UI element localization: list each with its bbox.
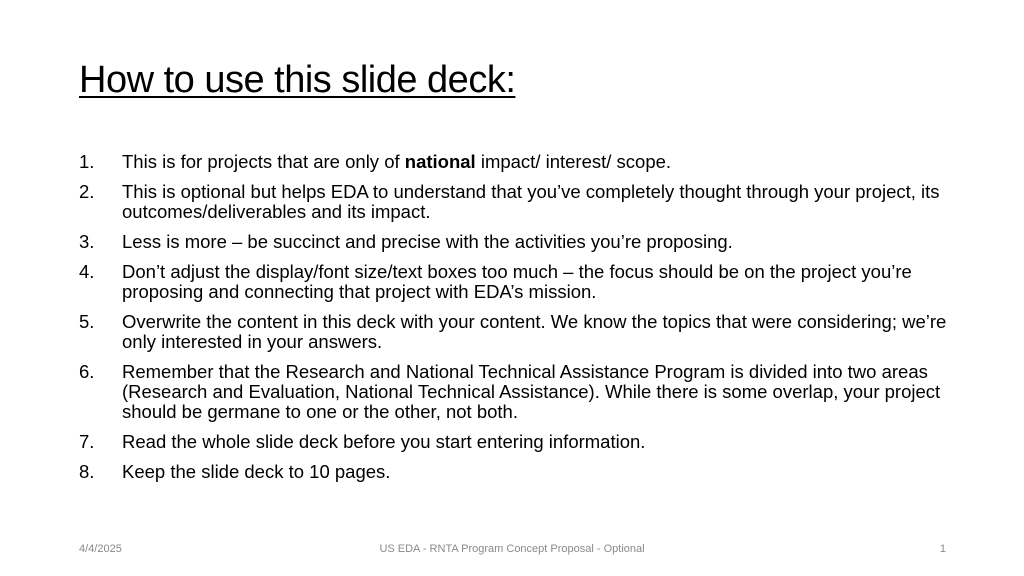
list-item-text: Don’t adjust the display/font size/text boxes too much – the focus should be on the project you’re proposing and connecting that project with EDA’s mission.	[122, 261, 912, 302]
list-item	[79, 182, 949, 222]
list-item-number: 2.	[79, 181, 95, 202]
list-item-number: 3.	[79, 231, 95, 252]
list-item-text: Read the whole slide deck before you start entering information.	[122, 431, 646, 452]
list-item	[79, 152, 949, 172]
list-item-number: 7.	[79, 431, 95, 452]
list-item-number: 5.	[79, 311, 95, 332]
list-item-number: 4.	[79, 261, 95, 282]
list-item	[79, 232, 949, 252]
list-item	[79, 262, 949, 302]
footer-date: 4/4/2025	[79, 543, 122, 555]
list-item	[79, 362, 949, 422]
footer-title: US EDA - RNTA Program Concept Proposal - Optional	[379, 543, 645, 555]
slide-title: How to use this slide deck:	[79, 59, 516, 101]
list-item	[79, 462, 949, 482]
list-item-text: Overwrite the content in this deck with your content. We know the topics that were considering; we’re only interested in your answers.	[122, 311, 947, 352]
list-item-number: 6.	[79, 361, 95, 382]
list-item-text: Less is more – be succinct and precise with the activities you’re proposing.	[122, 231, 733, 252]
list-item-text: Keep the slide deck to 10 pages.	[122, 461, 391, 482]
emphasis-national: national	[404, 151, 476, 172]
footer-page-number: 1	[939, 543, 946, 555]
list-item	[79, 432, 949, 452]
instruction-list	[79, 152, 949, 492]
list-item-text: Remember that the Research and National Technical Assistance Program is divided into two areas (Research and Evaluation, National Technical Assistance). While there is some overlap, your project should be germane to one or the other, not both.	[122, 361, 941, 422]
list-item-number: 1.	[79, 151, 95, 172]
list-item	[79, 312, 949, 352]
list-item-text: This is optional but helps EDA to understand that you’ve completely thought through your project, its outcomes/deliverables and its impact.	[122, 181, 940, 222]
list-item-text: This is for projects that are only of national impact/ interest/ scope.	[122, 151, 672, 172]
list-item-number: 8.	[79, 461, 95, 482]
